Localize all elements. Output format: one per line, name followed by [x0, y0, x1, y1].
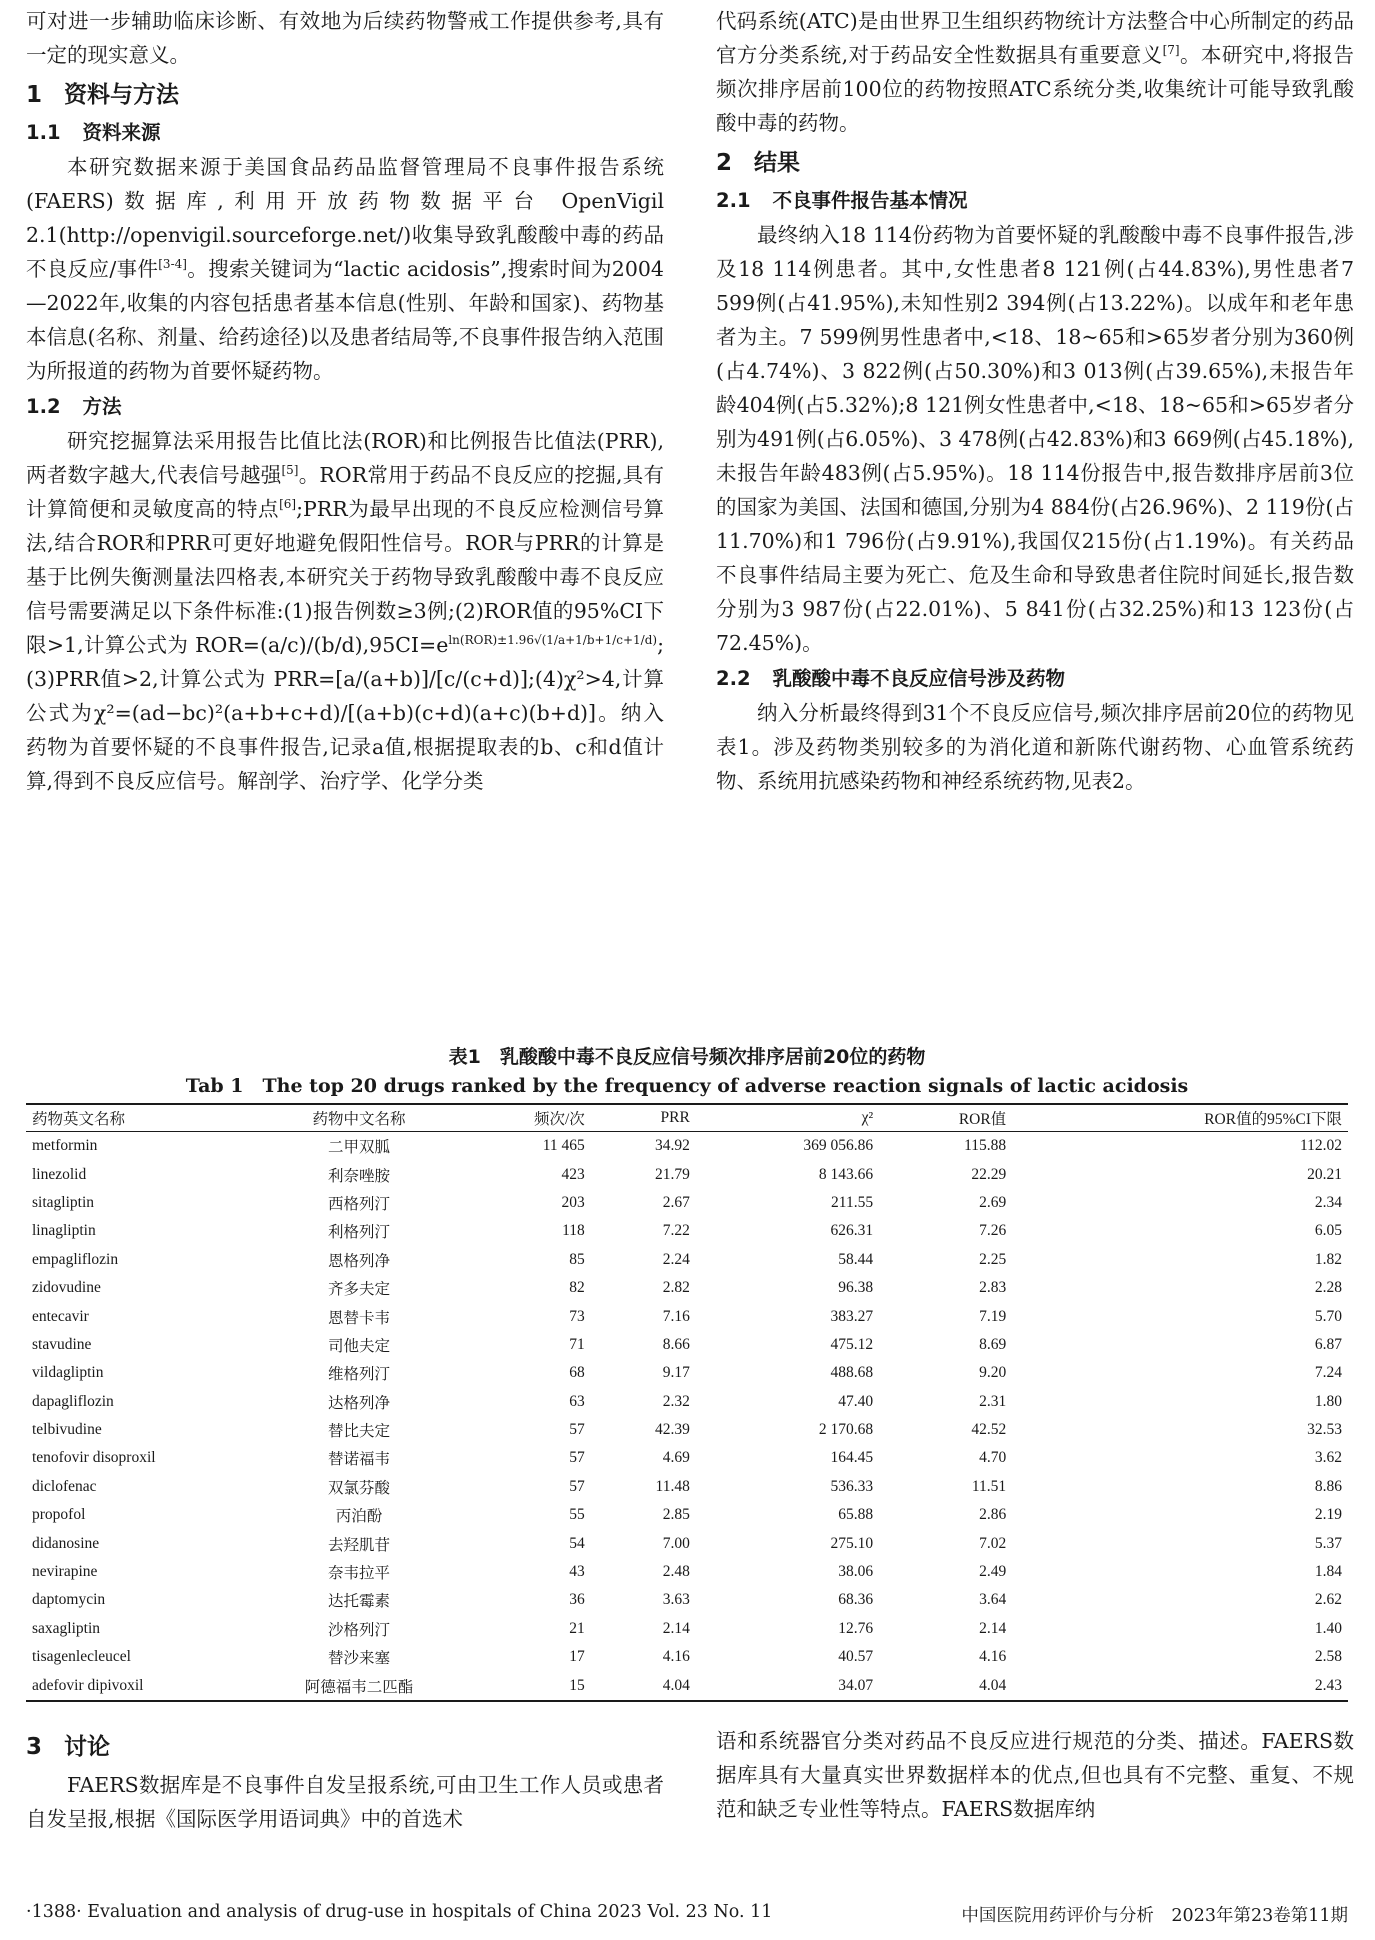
cell-frequency: 11 465: [542, 1137, 585, 1155]
cell-drug-zh: 丙泊酚: [335, 1508, 383, 1526]
cell-drug-en: metformin: [32, 1137, 98, 1155]
cell-frequency: 423: [561, 1165, 585, 1183]
paragraph-signals: 纳入分析最终得到31个不良反应信号,频次排序居前20位的药物见表1。涉及药物类别较多的为消化道和新陈代谢药物、心血管系统药物、系统用抗感染药物和神经系统药物,见表2。: [716, 701, 1354, 793]
cell-ror-ci-lower: 1.80: [1314, 1392, 1342, 1410]
cell-prr: 9.17: [662, 1364, 690, 1382]
cell-ror-ci-lower: 2.28: [1314, 1279, 1342, 1297]
cell-ror: 42.52: [971, 1421, 1007, 1439]
cell-frequency: 82: [569, 1279, 585, 1297]
cell-drug-en: empagliflozin: [32, 1250, 119, 1268]
cell-chi-square: 40.57: [838, 1648, 874, 1666]
cell-drug-en: linagliptin: [32, 1222, 96, 1240]
cell-chi-square: 58.44: [838, 1250, 874, 1268]
cell-prr: 4.04: [591, 1671, 696, 1700]
cell-ror: 115.88: [964, 1137, 1007, 1155]
cell-ror-ci-lower: 1.84: [1314, 1563, 1342, 1581]
cell-ror: 4.04: [879, 1671, 1012, 1700]
paragraph-discussion-continued: 语和系统器官分类对药品不良反应进行规范的分类、描述。FAERS数据库具有大量真实世界数据样本的优点,但也具有不完整、重复、不规范和缺乏专业性等特点。FAERS数据库纳: [716, 1729, 1354, 1821]
cell-ror: 8.69: [979, 1335, 1007, 1353]
cell-drug-zh: 维格列汀: [327, 1366, 390, 1384]
cell-drug-en: vildagliptin: [32, 1364, 104, 1382]
cell-drug-zh: 二甲双胍: [327, 1139, 390, 1157]
cell-chi-square: 626.31: [830, 1222, 874, 1240]
cell-prr: 34.92: [654, 1137, 690, 1155]
table-row: [26, 1586, 1348, 1614]
subsection-heading-data-source: 1.1 资料来源: [26, 121, 161, 144]
cell-prr: 4.69: [662, 1449, 690, 1467]
cell-prr: 7.00: [662, 1534, 690, 1552]
right-column-bottom: [716, 1724, 1354, 1826]
cell-chi-square: 65.88: [838, 1506, 874, 1524]
table-row: [26, 1246, 1348, 1274]
cell-ror: 7.19: [979, 1307, 1007, 1325]
cell-frequency: 63: [569, 1392, 585, 1410]
cell-drug-zh: 去羟肌苷: [327, 1536, 390, 1554]
cell-prr: 2.24: [662, 1250, 690, 1268]
table-row: [26, 1643, 1348, 1671]
cell-drug-en: adefovir dipivoxil: [26, 1671, 268, 1700]
table-row: [26, 1444, 1348, 1472]
table-row: [26, 1473, 1348, 1501]
table-row: [26, 1416, 1348, 1444]
cell-ror-ci-lower: 20.21: [1307, 1165, 1342, 1183]
drug-signal-table: [26, 1103, 1348, 1702]
cell-chi-square: 383.27: [830, 1307, 874, 1325]
header-ror-ci-lower: ROR值的95%CI下限: [1012, 1104, 1348, 1132]
table-row: [26, 1132, 1348, 1161]
cell-prr: 7.22: [662, 1222, 690, 1240]
cell-ror-ci-lower: 2.43: [1012, 1671, 1348, 1700]
cell-ror: 7.26: [979, 1222, 1007, 1240]
table-1: [26, 1043, 1348, 1702]
cell-frequency: 57: [569, 1477, 585, 1495]
cell-drug-en: entecavir: [32, 1307, 89, 1325]
cell-ror: 2.69: [979, 1193, 1007, 1211]
cell-ror: 4.70: [979, 1449, 1007, 1467]
cell-frequency: 73: [569, 1307, 585, 1325]
cell-drug-zh: 利奈唑胺: [327, 1167, 390, 1185]
cell-ror-ci-lower: 2.19: [1314, 1506, 1342, 1524]
table-row: [26, 1529, 1348, 1557]
table-row: [26, 1359, 1348, 1387]
table-row: [26, 1189, 1348, 1217]
cell-ror-ci-lower: 5.70: [1314, 1307, 1342, 1325]
cell-ror: 11.51: [971, 1477, 1007, 1495]
table-caption-zh: 表1 乳酸酸中毒不良反应信号频次排序居前20位的药物: [448, 1046, 926, 1068]
cell-frequency: 68: [569, 1364, 585, 1382]
cell-prr: 8.66: [662, 1335, 690, 1353]
cell-ror-ci-lower: 5.37: [1314, 1534, 1342, 1552]
cell-ror-ci-lower: 1.82: [1314, 1250, 1342, 1268]
cell-ror: 2.86: [979, 1506, 1007, 1524]
cell-chi-square: 38.06: [838, 1563, 874, 1581]
paragraph-continued: 可对进一步辅助临床诊断、有效地为后续药物警戒工作提供参考,具有一定的现实意义。: [26, 9, 664, 67]
cell-chi-square: 34.07: [696, 1671, 879, 1700]
cell-chi-square: 369 056.86: [803, 1137, 874, 1155]
cell-ror: 2.49: [979, 1563, 1007, 1581]
cell-chi-square: 164.45: [830, 1449, 874, 1467]
cell-prr: 2.32: [662, 1392, 690, 1410]
table-row: [26, 1302, 1348, 1330]
cell-ror-ci-lower: 2.58: [1314, 1648, 1342, 1666]
cell-frequency: 36: [569, 1591, 585, 1609]
cell-drug-en: didanosine: [32, 1534, 100, 1552]
table-caption-en: Tab 1 The top 20 drugs ranked by the frequency of adverse reaction signals of lactic acidosis: [185, 1075, 1189, 1097]
cell-drug-zh: 齐多夫定: [327, 1281, 390, 1299]
table-row: [26, 1501, 1348, 1529]
cell-frequency: 85: [569, 1250, 585, 1268]
cell-ror: 22.29: [971, 1165, 1007, 1183]
cell-chi-square: 536.33: [830, 1477, 874, 1495]
cell-ror-ci-lower: 8.86: [1314, 1477, 1342, 1495]
cell-drug-en: tisagenlecleucel: [32, 1648, 131, 1666]
cell-drug-zh: 阿德福韦二匹酯: [268, 1671, 450, 1700]
cell-ror: 2.14: [979, 1619, 1007, 1637]
cell-ror: 2.31: [979, 1392, 1007, 1410]
cell-prr: 2.48: [662, 1563, 690, 1581]
subsection-heading-signals: 2.2 乳酸酸中毒不良反应信号涉及药物: [716, 667, 1066, 690]
cell-drug-zh: 西格列汀: [327, 1195, 390, 1213]
formula-exponent: ln(ROR)±1.96√(1/a+1/b+1/c+1/d): [448, 633, 658, 648]
cell-drug-zh: 达格列净: [327, 1394, 390, 1412]
cell-frequency: 54: [569, 1534, 585, 1552]
cell-chi-square: 211.55: [831, 1193, 874, 1211]
cell-drug-en: saxagliptin: [32, 1619, 101, 1637]
cell-drug-zh: 恩替卡韦: [327, 1309, 390, 1327]
subsection-heading-basic-info: 2.1 不良事件报告基本情况: [716, 189, 968, 212]
cell-ror-ci-lower: 2.34: [1314, 1193, 1342, 1211]
cell-ror-ci-lower: 6.05: [1314, 1222, 1342, 1240]
cell-ror: 9.20: [979, 1364, 1007, 1382]
cell-ror-ci-lower: 1.40: [1314, 1619, 1342, 1637]
cell-drug-en: tenofovir disoproxil: [32, 1449, 156, 1467]
table-row: [26, 1217, 1348, 1245]
cell-chi-square: 12.76: [838, 1619, 874, 1637]
cell-drug-en: linezolid: [32, 1165, 87, 1183]
cell-drug-en: diclofenac: [32, 1477, 97, 1495]
cell-drug-en: daptomycin: [32, 1591, 106, 1609]
cell-ror-ci-lower: 6.87: [1314, 1335, 1342, 1353]
paragraph-basic-info: 最终纳入18 114份药物为首要怀疑的乳酸酸中毒不良事件报告,涉及18 114例患者。其中,女性患者8 121例(占44.83%),男性患者7 599例(占41.95%),未知性别2 394例(占13.22%)。以成年和老年患者为主。7 599例男性患者中,<18、18~65和>65岁者分别为360例(占4.74%)、3 822例(占50.30%)和3 013例(占39.65%),未报告年龄404例(占5.32%);8 121例女性患者中,<18、18~65和>65岁者分别为491例(占6.05%)、3 478例(占42.83%)和3 669例(占45.18%),未报告年龄483例(占5.95%)。18 114份报告中,报告数排序居前3位的国家为美国、法国和德国,分别为4 884份(占26.96%)、2 119份(占11.70%)和1 796份(占9.91%),我国仅215份(占1.19%)。有关药品不良事件结局主要为死亡、危及生命和导致患者住院时间延长,报告数分别为3 987份(占22.01%)、5 841份(占32.25%)和13 123份(占72.45%)。: [716, 223, 1354, 655]
left-column-top: [26, 4, 664, 798]
cell-drug-en: zidovudine: [32, 1279, 101, 1297]
cell-prr: 42.39: [654, 1421, 690, 1439]
cell-drug-zh: 替沙来塞: [327, 1650, 390, 1668]
table-header-row: [26, 1104, 1348, 1132]
cell-drug-zh: 司他夫定: [327, 1337, 390, 1355]
cell-ror-ci-lower: 3.62: [1314, 1449, 1342, 1467]
footer-journal-en: ·1388· Evaluation and analysis of drug-use in hospitals of China 2023 Vol. 23 No. 11: [26, 1902, 773, 1922]
cell-chi-square: 68.36: [838, 1591, 874, 1609]
citation: [3-4]: [158, 257, 187, 272]
table-row: [26, 1558, 1348, 1586]
cell-frequency: 43: [569, 1563, 585, 1581]
cell-frequency: 15: [450, 1671, 591, 1700]
section-heading-results: 2 结果: [716, 150, 801, 176]
cell-frequency: 17: [569, 1648, 585, 1666]
header-prr: PRR: [591, 1104, 696, 1132]
cell-drug-zh: 达托霉素: [327, 1593, 390, 1611]
paragraph-data-source: 本研究数据来源于美国食品药品监督管理局不良事件报告系统(FAERS)数据库,利用开放药物数据平台 OpenVigil 2.1(http://openvigil.sourceforge.net/)收集导致乳酸酸中毒的药品不良反应/事件[3-4]。搜索关键词为“lactic acidosis”,搜索时间为2004—2022年,收集的内容包括患者基本信息(性别、年龄和国家)、药物基本信息(名称、剂量、给药途径)以及患者结局等,不良事件报告纳入范围为所报道的药物为首要怀疑药物。: [26, 155, 664, 383]
paragraph-atc: 代码系统(ATC)是由世界卫生组织药物统计方法整合中心所制定的药品官方分类系统,对于药品安全性数据具有重要意义[7]。本研究中,将报告频次排序居前100位的药物按照ATC系统分类,收集统计可能导致乳酸酸中毒的药物。: [716, 9, 1354, 135]
cell-prr: 11.48: [655, 1477, 690, 1495]
cell-prr: 21.79: [654, 1165, 690, 1183]
header-drug-zh: 药物中文名称: [268, 1104, 450, 1132]
table-row: [26, 1388, 1348, 1416]
header-frequency: 频次/次: [450, 1104, 591, 1132]
cell-ror: 7.02: [979, 1534, 1007, 1552]
cell-ror-ci-lower: 7.24: [1314, 1364, 1342, 1382]
table-body: [26, 1132, 1348, 1701]
cell-prr: 2.67: [662, 1193, 690, 1211]
cell-ror: 2.83: [979, 1279, 1007, 1297]
cell-ror-ci-lower: 112.02: [1299, 1137, 1342, 1155]
cell-ror-ci-lower: 32.53: [1307, 1421, 1342, 1439]
cell-prr: 7.16: [662, 1307, 690, 1325]
section-heading-discussion: 3 讨论: [26, 1734, 111, 1760]
cell-drug-zh: 恩格列净: [327, 1252, 390, 1270]
citation: [7]: [1162, 43, 1180, 58]
cell-chi-square: 8 143.66: [818, 1165, 874, 1183]
cell-frequency: 21: [569, 1619, 585, 1637]
left-column-bottom: [26, 1724, 664, 1836]
cell-drug-en: telbivudine: [32, 1421, 102, 1439]
cell-frequency: 57: [569, 1449, 585, 1467]
cell-prr: 2.85: [662, 1506, 690, 1524]
cell-drug-zh: 沙格列汀: [327, 1621, 390, 1639]
cell-drug-en: dapagliflozin: [32, 1392, 114, 1410]
cell-prr: 3.63: [662, 1591, 690, 1609]
header-chi-square: χ²: [696, 1104, 879, 1132]
cell-frequency: 55: [569, 1506, 585, 1524]
header-ror: ROR值: [879, 1104, 1012, 1132]
cell-drug-zh: 替诺福韦: [327, 1451, 390, 1469]
cell-drug-en: nevirapine: [32, 1563, 98, 1581]
citation: [5]: [281, 463, 299, 478]
footer-journal-zh: 中国医院用药评价与分析 2023年第23卷第11期: [961, 1906, 1348, 1926]
paragraph-discussion: FAERS数据库是不良事件自发呈报系统,可由卫生工作人员或患者自发呈报,根据《国际医学用语词典》中的首选术: [26, 1773, 664, 1831]
cell-chi-square: 2 170.68: [818, 1421, 874, 1439]
table-row: [26, 1615, 1348, 1643]
cell-frequency: 71: [569, 1335, 585, 1353]
cell-drug-en: stavudine: [32, 1335, 92, 1353]
table-row: [26, 1331, 1348, 1359]
cell-prr: 4.16: [662, 1648, 690, 1666]
cell-chi-square: 275.10: [830, 1534, 874, 1552]
paragraph-method: 研究挖掘算法采用报告比值比法(ROR)和比例报告比值法(PRR),两者数字越大,代表信号越强[5]。ROR常用于药品不良反应的挖掘,具有计算简便和灵敏度高的特点[6];PRR为最早出现的不良反应检测信号算法,结合ROR和PRR可更好地避免假阳性信号。ROR与PRR的计算是基于比例失衡测量法四格表,本研究关于药物导致乳酸酸中毒不良反应信号需要满足以下条件标准:(1)报告例数≥3例;(2)ROR值的95%CI下限>1,计算公式为 $ROR=(a/c)/(b/d),95CI=e^{ln(ROR)\pm 1.96√(1/a+1/b+1/c+1/d)};(3)PRR$值>2,计算公式为 PRR=[a/(a+b)]/[c/(c+d)];(4)χ²>4,计算公式为χ²=(ad−bc)²(a+b+c+d)/[(a+b)(c+d)(a+c)(b+d)]。纳入药物为首要怀疑的不良事件报告,记录a值,根据提取表的b、c和d值计算,得到不良反应信号。解剖学、治疗学、化学分类: [26, 429, 665, 793]
table-row: [26, 1671, 1348, 1700]
cell-drug-zh: 替比夫定: [327, 1423, 390, 1441]
cell-chi-square: 488.68: [830, 1364, 874, 1382]
cell-drug-zh: 奈韦拉平: [327, 1565, 390, 1583]
cell-drug-en: sitagliptin: [32, 1193, 94, 1211]
cell-drug-zh: 利格列汀: [327, 1224, 390, 1242]
cell-chi-square: 475.12: [830, 1335, 874, 1353]
cell-drug-zh: 双氯芬酸: [327, 1479, 390, 1497]
subsection-heading-method: 1.2 方法: [26, 395, 122, 418]
header-drug-en: 药物英文名称: [26, 1104, 268, 1132]
cell-ror: 4.16: [979, 1648, 1007, 1666]
cell-frequency: 118: [562, 1222, 585, 1240]
cell-drug-en: propofol: [32, 1506, 86, 1524]
cell-prr: 2.82: [662, 1279, 690, 1297]
cell-chi-square: 96.38: [838, 1279, 874, 1297]
section-heading-methods: 1 资料与方法: [26, 82, 180, 108]
citation: [6]: [279, 497, 297, 512]
cell-ror-ci-lower: 2.62: [1314, 1591, 1342, 1609]
cell-prr: 2.14: [662, 1619, 690, 1637]
right-column-top: [716, 4, 1354, 798]
cell-frequency: 57: [569, 1421, 585, 1439]
cell-ror: 2.25: [979, 1250, 1007, 1268]
cell-chi-square: 47.40: [838, 1392, 874, 1410]
table-row: [26, 1160, 1348, 1188]
table-row: [26, 1274, 1348, 1302]
cell-frequency: 203: [561, 1193, 585, 1211]
cell-ror: 3.64: [979, 1591, 1007, 1609]
